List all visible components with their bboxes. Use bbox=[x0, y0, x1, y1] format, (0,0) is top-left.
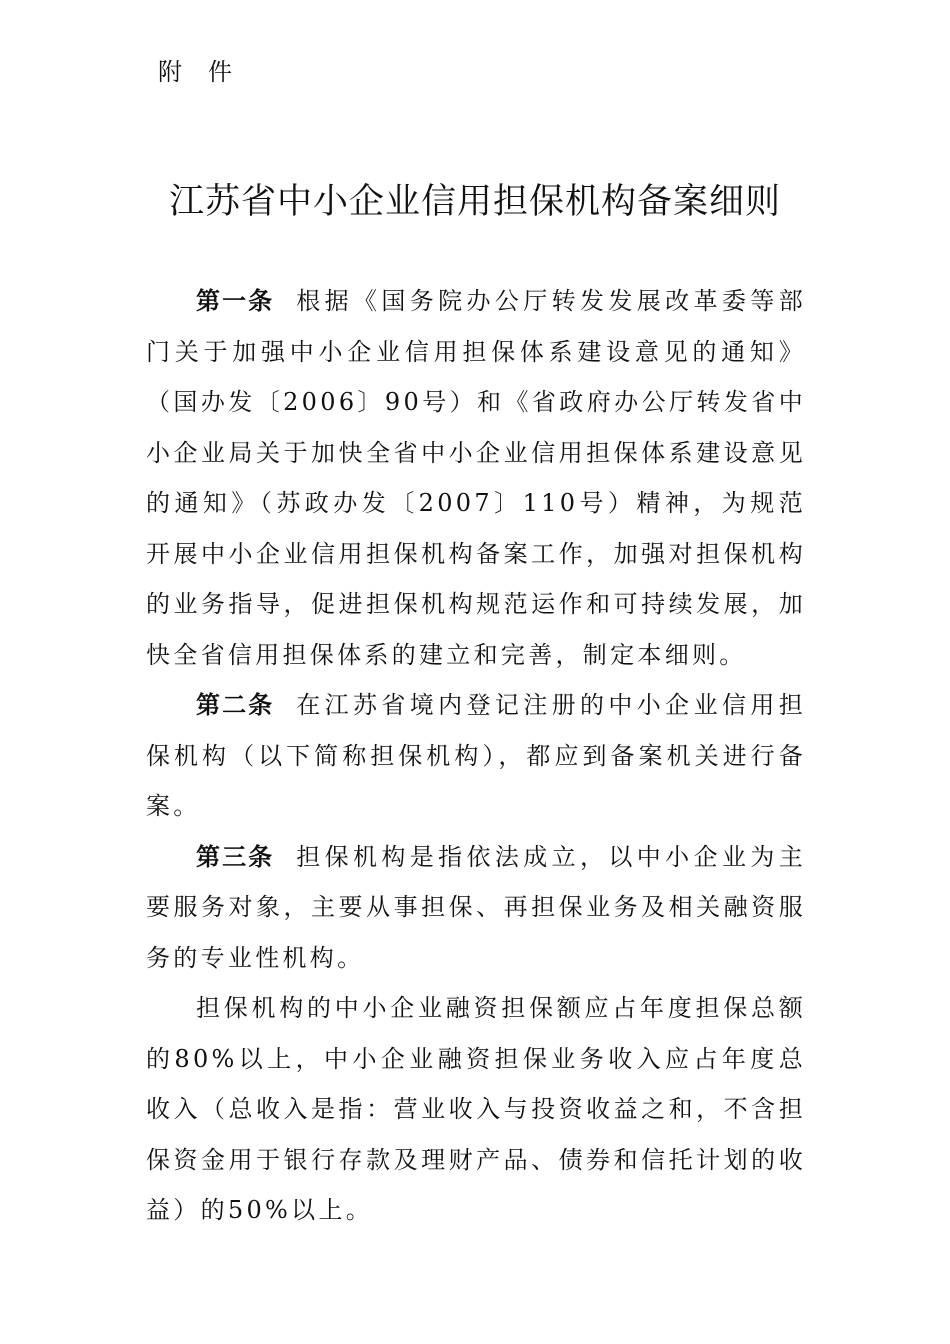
article-text: 担保机构是指依法成立，以中小企业为主要服务对象，主要从事担保、再担保业务及相关融资服务的专业性机构。 bbox=[146, 842, 807, 972]
article-heading: 第二条 bbox=[196, 691, 275, 719]
document-body bbox=[146, 276, 806, 1236]
article-text: 根据《国务院办公厅转发发展改革委等部门关于加强中小企业信用担保体系建设意见的通知》（国办发〔2006〕90号）和《省政府办公厅转发省中小企业局关于加快全省中小企业信用担保体系建设意见的通知》（苏政办发〔2007〕110号）精神，为规范开展中小企业信用担保机构备案工作，加强对担保机构的业务指导，促进担保机构规范运作和可持续发展，加快全省信用担保体系的建立和完善，制定本细则。 bbox=[146, 287, 807, 669]
article-3 bbox=[146, 832, 806, 984]
attachment-label: 附件 bbox=[158, 58, 258, 86]
article-2 bbox=[146, 680, 806, 832]
article-heading: 第三条 bbox=[196, 842, 275, 871]
paragraph-text: 担保机构的中小企业融资担保额应占年度担保总额的80%以上，中小企业融资担保业务收入应占年度总收入（总收入是指：营业收入与投资收益之和，不含担保资金用于银行存款及理财产品、债券和信托计划的收益）的50%以上。 bbox=[146, 994, 806, 1224]
article-3-continued bbox=[146, 983, 806, 1236]
document-title: 江苏省中小企业信用担保机构备案细则 bbox=[168, 182, 781, 222]
article-text: 在江苏省境内登记注册的中小企业信用担保机构（以下简称担保机构），都应到备案机关进行备案。 bbox=[146, 691, 807, 820]
article-heading: 第一条 bbox=[196, 287, 275, 315]
article-1 bbox=[146, 276, 806, 680]
